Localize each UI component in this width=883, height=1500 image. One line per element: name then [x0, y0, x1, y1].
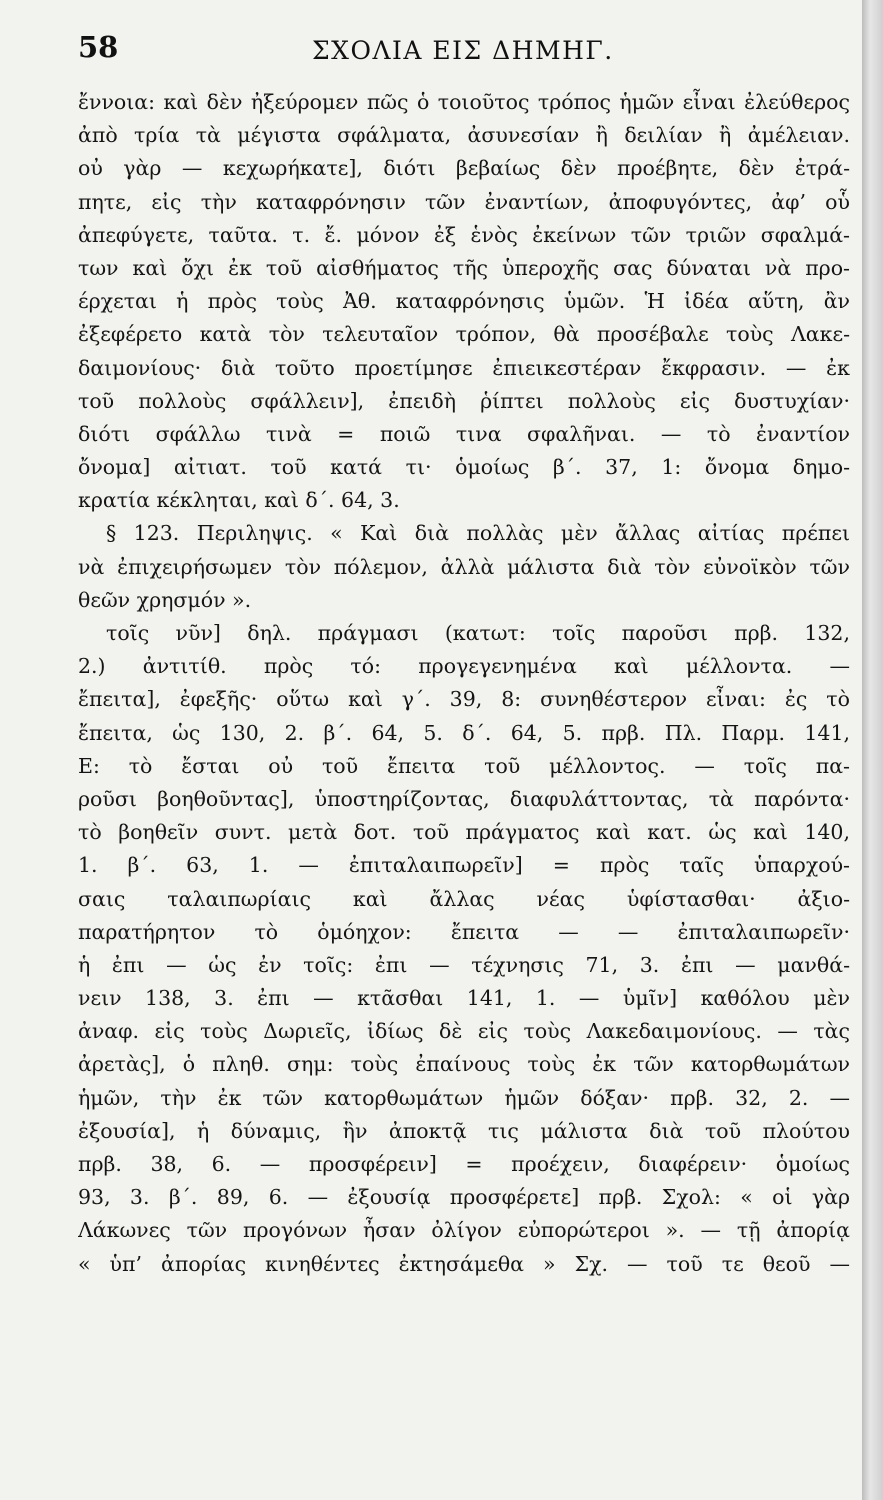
text-line: « ὑπ’ ἀπορίας κινηθέντες ἐκτησάμεθα » Σχ. — τοῦ τε θεοῦ — — [78, 1251, 850, 1276]
text-line: πρβ. 38, 6. — προσφέρειν] = προέχειν, διαφέρειν· ὁμοίως — [78, 1152, 850, 1176]
body-text — [78, 86, 850, 1281]
page-header — [0, 22, 862, 72]
text-line: ἡμῶν, τὴν ἐκ τῶν κατορθωμάτων ἡμῶν δόξαν· πρβ. 32, 2. — — [78, 1085, 850, 1110]
text-line: ἔννοια: καὶ δὲν ἠξεύρομεν πῶς ὁ τοιοῦτος τρόπος ἡμῶν εἶναι ἐλεύθερος — [78, 90, 850, 114]
text-line: ἔπειτα, ὡς 130, 2. β΄. 64, 5. δ΄. 64, 5. πρβ. Πλ. Παρμ. 141, — [78, 720, 850, 745]
text-line: των καὶ ὄχι ἐκ τοῦ αἰσθήματος τῆς ὑπεροχῆς σας δύναται νὰ προ- — [78, 255, 850, 280]
text-line: δαιμονίους· διὰ τοῦτο προετίμησε ἐπιεικεστέραν ἔκφρασιν. — ἐκ — [78, 355, 850, 380]
text-line: θεῶν χρησμόν ». — [78, 587, 252, 612]
text-line: τὸ βοηθεῖν συντ. μετὰ δοτ. τοῦ πράγματος καὶ κατ. ὡς καὶ 140, — [78, 820, 850, 845]
text-line: ἀρετὰς], ὁ πληθ. σημ: τοὺς ἐπαίνους τοὺς ἐκ τῶν κατορθωμάτων — [78, 1052, 850, 1077]
text-line: παρατήρητον τὸ ὁμόηχον: ἔπειτα — — ἐπιταλαιπωρεῖν· — [78, 919, 850, 944]
text-line: κρατία κέκληται, καὶ δ΄. 64, 3. — [78, 488, 400, 513]
text-line: 93, 3. β΄. 89, 6. — ἐξουσίᾳ προσφέρετε] πρβ. Σχολ: « οἱ γὰρ — [78, 1185, 850, 1210]
text-line: διότι σφάλλω τινὰ = ποιῶ τινα σφαλῆναι. — τὸ ἐναντίον — [78, 421, 850, 446]
text-line: 1. β΄. 63, 1. — ἐπιταλαιπωρεῖν] = πρὸς ταῖς ὑπαρχού- — [78, 853, 850, 878]
text-line: ἀπὸ τρία τὰ μέγιστα σφάλματα, ἀσυνεσίαν ἢ δειλίαν ἢ ἀμέλειαν. — [78, 123, 850, 148]
text-line: νειν 138, 3. ἐπι — κτᾶσθαι 141, 1. — ὑμῖν] καθόλου μὲν — [78, 986, 850, 1011]
text-line: ἡ ἐπι — ὡς ἐν τοῖς: ἐπι — τέχνησις 71, 3. ἐπι — μανθά- — [78, 952, 850, 977]
text-line: ἀναφ. εἰς τοὺς Δωριεῖς, ἰδίως δὲ εἰς τοὺς Λακεδαιμονίους. — τὰς — [78, 1019, 850, 1044]
text-line: σαις ταλαιπωρίαις καὶ ἄλλας νέας ὑφίστασθαι· ἀξιο- — [78, 886, 850, 911]
running-head: ΣΧΟΛΙΑ ΕΙΣ ΔΗΜΗΓ. — [312, 36, 614, 65]
text-line: 2.) ἀντιτίθ. πρὸς τό: προγεγενημένα καὶ μέλλοντα. — — [78, 654, 850, 679]
text-line: ροῦσι βοηθοῦντας], ὑποστηρίζοντας, διαφυλάττοντας, τὰ παρόντα· — [78, 786, 850, 811]
text-line: Ε: τὸ ἔσται οὐ τοῦ ἔπειτα τοῦ μέλλοντος. — τοῖς πα- — [78, 753, 850, 778]
text-line: νὰ ἐπιχειρήσωμεν τὸν πόλεμον, ἀλλὰ μάλιστα διὰ τὸν εὐνοϊκὸν τῶν — [78, 554, 850, 579]
text-line: ἔπειτα], ἐφεξῆς· οὕτω καὶ γ΄. 39, 8: συνηθέστερον εἶναι: ἐς τὸ — [78, 687, 850, 712]
text-line: ἐξουσία], ἡ δύναμις, ἣν ἀποκτᾷ τις μάλιστα διὰ τοῦ πλούτου — [78, 1118, 850, 1143]
text-line: ὄνομα] αἰτιατ. τοῦ κατά τι· ὁμοίως β΄. 37, 1: ὄνομα δημο- — [78, 455, 850, 480]
text-line: ἐξεφέρετο κατὰ τὸν τελευταῖον τρόπον, θὰ προσέβαλε τοὺς Λακε- — [78, 322, 850, 347]
section-heading-line: § 123. Περιληψις. « Καὶ διὰ πολλὰς μὲν ἄλλας αἰτίας πρέπει — [106, 521, 850, 546]
text-line: πητε, εἰς τὴν καταφρόνησιν τῶν ἐναντίων, ἀποφυγόντες, ἀφ’ οὗ — [78, 189, 850, 214]
page-edge — [862, 0, 883, 1500]
text-line: τοῖς νῦν] δηλ. πράγμασι (κατωτ: τοῖς παροῦσι πρβ. 132, — [106, 621, 850, 645]
text-line: έρχεται ἡ πρὸς τοὺς Ἀθ. καταφρόνησις ὑμῶν. Ἡ ἰδέα αὕτη, ἂν — [78, 289, 850, 314]
text-line: οὐ γὰρ — κεχωρήκατε], διότι βεβαίως δὲν προέβητε, δὲν ἐτρά- — [78, 156, 850, 181]
text-line: τοῦ πολλοὺς σφάλλειν], ἐπειδὴ ῥίπτει πολλοὺς εἰς δυστυχίαν· — [78, 388, 850, 413]
page-number: 58 — [78, 30, 119, 64]
text-line: ἀπεφύγετε, ταῦτα. τ. ἔ. μόνον ἐξ ἑνὸς ἐκείνων τῶν τριῶν σφαλμά- — [78, 222, 850, 247]
text-line: Λάκωνες τῶν προγόνων ἦσαν ὀλίγον εὐπορώτεροι ». — τῇ ἀπορίᾳ — [78, 1218, 850, 1243]
